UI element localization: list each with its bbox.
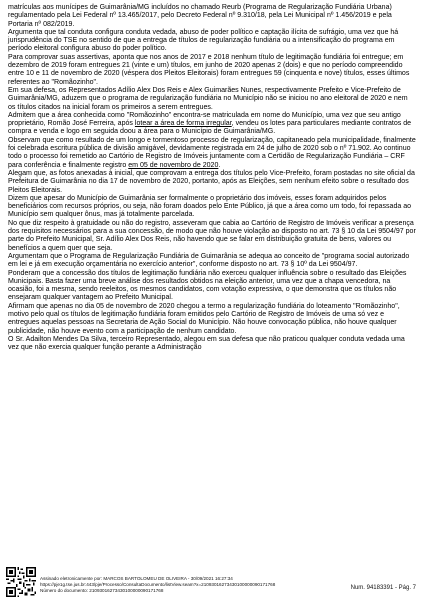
document-body <box>8 4 416 352</box>
document-url[interactable]: https://pje1g.tse.jus.br:443/pje/Processo/ConsultaDocumento/listView.seam?x=21093016273430100000090171768 <box>40 582 276 587</box>
paragraph: Ponderam que a concessão dos títulos de legitimação fundiária não exerceu qualquer influência sobre o resultado das Eleições Municipais. Basta fazer uma breve análise dos resultados obtidos na eleição anterior, uma vez que a chapa vencedora, na ocasião, foi a mesma, sendo reeleitos, os mesmos candidatos, com votação expressiva, o que demonstra que os títulos não ensejaram qualquer vantagem ao Prefeito Municipal. <box>8 269 407 302</box>
paragraph: Alegam que, as fotos anexadas à inicial, que comprovam a entrega dos títulos pelo Vice-Prefeito, foram postadas no site oficial da Prefeitura de Guimarânia no dia 17 de novembro de 2020, portanto, após as Eleições, sem nenhum efeito sobre o resultado dos Pleitos Eleitorais. <box>8 169 415 194</box>
paragraph: Afirmam que apenas no dia 05 de novembro de 2020 chegou a termo a regularização fundiária do loteamento "Romãozinho", motivo pelo qual os títulos de legitimação fundiária foram emitidos pelo Cartório de Registro de Imóveis de uma só vez e entregues aquelas pessoas na Secretaria de Ação Social do Município. Não houve convocação pública, não houve qualquer publicidade, não houve evento com a participação de nenhum candidato. <box>8 302 400 335</box>
text-run: Observam que como resultado de um longo e tormentoso processo de regularização, capitaneado pela municipalidade, finalmente foi celebrada escritura pública de divisão amigável, devidamente registrada em 24 de julho de 2020 sob o nº 71.902. Ao continuo todo o processo foi remetido ao Cartório de Registro de Imóveis juntamente com a Certidão de Regularização Fundiária – CRF para conferência e finalmente registro <box>8 136 416 169</box>
text-run: . <box>218 161 221 169</box>
signature-info <box>40 576 275 594</box>
text-run: Admitem que a área conhecida como "Romãozinho" encontra-se matriculada em nome do Município, uma vez que seu antigo proprietário, Romão José Ferreira, após <box>8 111 401 128</box>
paragraph: Dizem que apesar do Município de Guimarânia ser formalmente o proprietário dos imóveis, esses foram adquiridos pelos beneficiários com recursos próprios, ou seja, não foram doados pelo Ente Público, já que a área como um todo, foi repassada ao Município sem qualquer ônus, mas já totalmente parcelada. <box>8 194 412 219</box>
signature-footer <box>0 564 424 600</box>
paragraph: No que diz respeito à gratuidade ou não do registro, asseveram que cabia ao Cartório de Registro de Imóveis verificar a presença dos requisitos necessários para a sua concessão, de modo que não houve violação ao disposto no art. 73 § 10 da Lei 9504/97 por parte do Prefeito Municipal, Sr. Adílio Alex Dos Reis, não havendo que se falar em distribuição gratuita de bens, valores ou benefícios a quem quer que seja. <box>8 219 416 252</box>
qr-code-icon[interactable] <box>6 567 36 597</box>
page-number: Num. 94183391 - Pág. 7 <box>350 585 416 591</box>
paragraph: Argumentam que o Programa de Regularização Fundiária de Guimarânia se adequa ao conceito de "programa social autorizado em lei e já em execução orçamentária no exercício anterior", conforme disposto no art. 73 § 10º da Lei 9504/97. <box>8 252 410 269</box>
document-number: Número do documento: 21093016273430100000090171768 <box>40 588 164 593</box>
paragraph: Em sua defesa, os Representados Adílio Alex Dos Reis e Alex Guimarães Nunes, respectivamente Prefeito e Vice-Prefeito de Guimarânia/MG, aduzem que o programa de regularização fundiária no Município não se iniciou no ano eleitoral de 2020 e nem os títulos citados na inicial foram os primeiros a serem entregues. <box>8 86 408 111</box>
underlined-text: lotear a área de forma irregular <box>134 120 232 128</box>
underlined-text: em 05 de novembro de 2020 <box>128 161 219 169</box>
signer-line: Assinado eletronicamente por: MARCOS BARTOLOMEU DE OLIVEIRA - 30/09/2021 16:27:34 <box>40 576 233 581</box>
paragraph: matrículas aos munícipes de Guimarânia/MG incluídos no chamado Reurb (Programa de Regularização Fundiária Urbana) regulamentado pela Lei Federal nº 13.465/2017, pelo Decreto Federal nº 9.310/18, pela Lei Municipal nº 1.456/2019 e pela Portaria nº 082/2019. <box>8 4 392 28</box>
paragraph: Argumenta que tal conduta configura conduta vedada, abuso de poder político e captação ilícita de sufrágio, uma vez que há jurisprudência do TSE no sentido de que a entrega de títulos de regularização fundiária ou a intensificação do programa em período eleitoral configura abuso do poder político. <box>8 28 399 53</box>
paragraph: O Sr. Adailton Mendes Da Silva, terceiro Representado, alegou em sua defesa que não praticou qualquer conduta vedada uma vez que não exercia qualquer função perante a Administração <box>8 335 405 352</box>
paragraph <box>8 112 416 137</box>
text-run: , vendeu os lotes para particulares mediante contratos de compra e venda e logo em seguida doou a área para o Município de Guimarânia/MG. <box>8 120 412 136</box>
paragraph <box>8 137 416 170</box>
paragraph: Para comprovar suas assertivas, aponta que nos anos de 2017 e 2018 nenhum título de legitimação fundiária foi entregue; em dezembro de 2019 foram entregues 21 (vinte e um) títulos, em junho de 2020 apenas 2 (dois) e que no período compreendido entre 10 e 11 de novembro de 2020 (véspera dos Pleitos Eleitorais) foram entregues 59 (cinquenta e nove) títulos, esses últimos referentes ao "Romãozinho". <box>8 53 410 86</box>
